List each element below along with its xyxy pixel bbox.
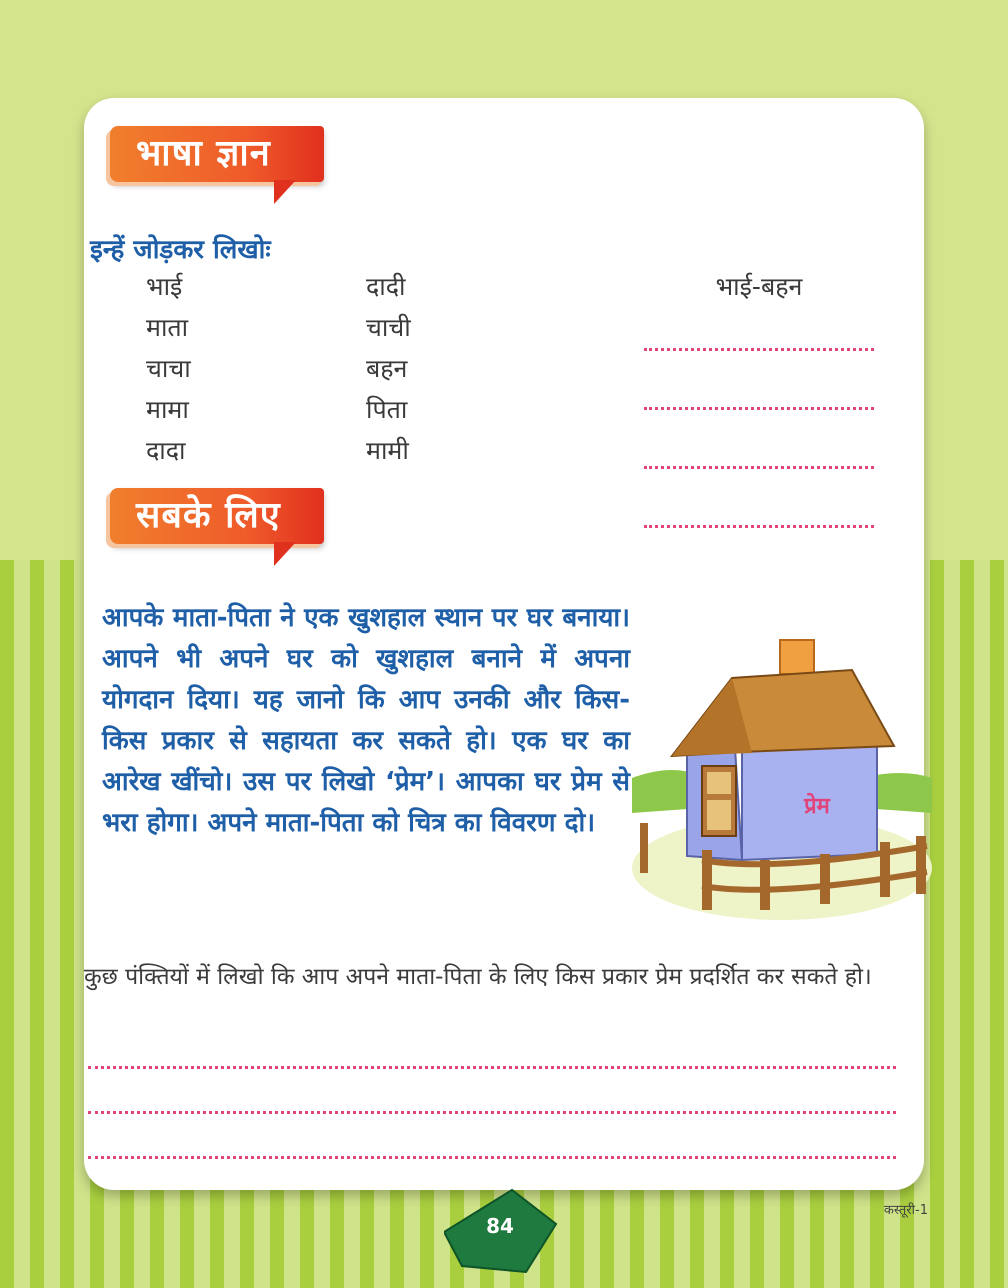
list-item: मामा bbox=[146, 395, 189, 424]
activity-paragraph: आपके माता-पिता ने एक खुशहाल स्थान पर घर बनाया। आपने भी अपने घर को खुशहाल बनाने में अपना योगदान दिया। यह जानो कि आप उनकी और किस-किस प्रकार से सहायता कर सकते हो। एक घर का आरेख खींचो। उस पर लिखो ‘प्रेम’। आपका घर प्रेम से भरा होगा। अपने माता-पिता को चित्र का विवरण दो। bbox=[102, 603, 630, 838]
banner-title: भाषा ज्ञान bbox=[136, 133, 271, 174]
answer-line[interactable] bbox=[644, 307, 874, 351]
banner-title: सबके लिए bbox=[136, 495, 281, 536]
book-name: कस्तूरी-1 bbox=[883, 1203, 928, 1218]
house-label: प्रेम bbox=[804, 794, 830, 819]
column-b bbox=[366, 266, 411, 471]
writing-line[interactable] bbox=[88, 1030, 896, 1069]
list-item: पिता bbox=[366, 395, 408, 424]
page-number-badge bbox=[444, 1186, 564, 1278]
writing-line[interactable] bbox=[88, 1120, 896, 1159]
section-banner-bhasha-gyan bbox=[110, 126, 324, 182]
list-item: चाचा bbox=[146, 354, 191, 383]
writing-question: कुछ पंक्तियों में लिखो कि आप अपने माता-पिता के लिए किस प्रकार प्रेम प्रदर्शित कर सकते हो। bbox=[84, 964, 872, 990]
answer-line[interactable] bbox=[644, 366, 874, 410]
section-banner-sabke-liye bbox=[110, 488, 324, 544]
list-item: बहन bbox=[366, 354, 408, 383]
page-number: 84 bbox=[486, 1214, 514, 1238]
list-item: भाई bbox=[146, 272, 183, 301]
list-item: दादी bbox=[366, 272, 406, 301]
writing-line[interactable] bbox=[88, 1075, 896, 1114]
house-illustration bbox=[632, 628, 932, 928]
writing-lines bbox=[88, 1030, 896, 1165]
list-item: चाची bbox=[366, 313, 411, 342]
list-item: मामी bbox=[366, 436, 409, 465]
answer-line[interactable] bbox=[644, 484, 874, 528]
column-a bbox=[146, 266, 191, 471]
matching-instruction: इन्हें जोड़कर लिखोः bbox=[90, 235, 271, 265]
answer-line[interactable] bbox=[644, 425, 874, 469]
list-item: माता bbox=[146, 313, 189, 342]
answer-column bbox=[644, 266, 874, 543]
example-answer: भाई-बहन bbox=[715, 272, 803, 301]
list-item: दादा bbox=[146, 436, 186, 465]
worksheet-card bbox=[84, 98, 924, 1190]
